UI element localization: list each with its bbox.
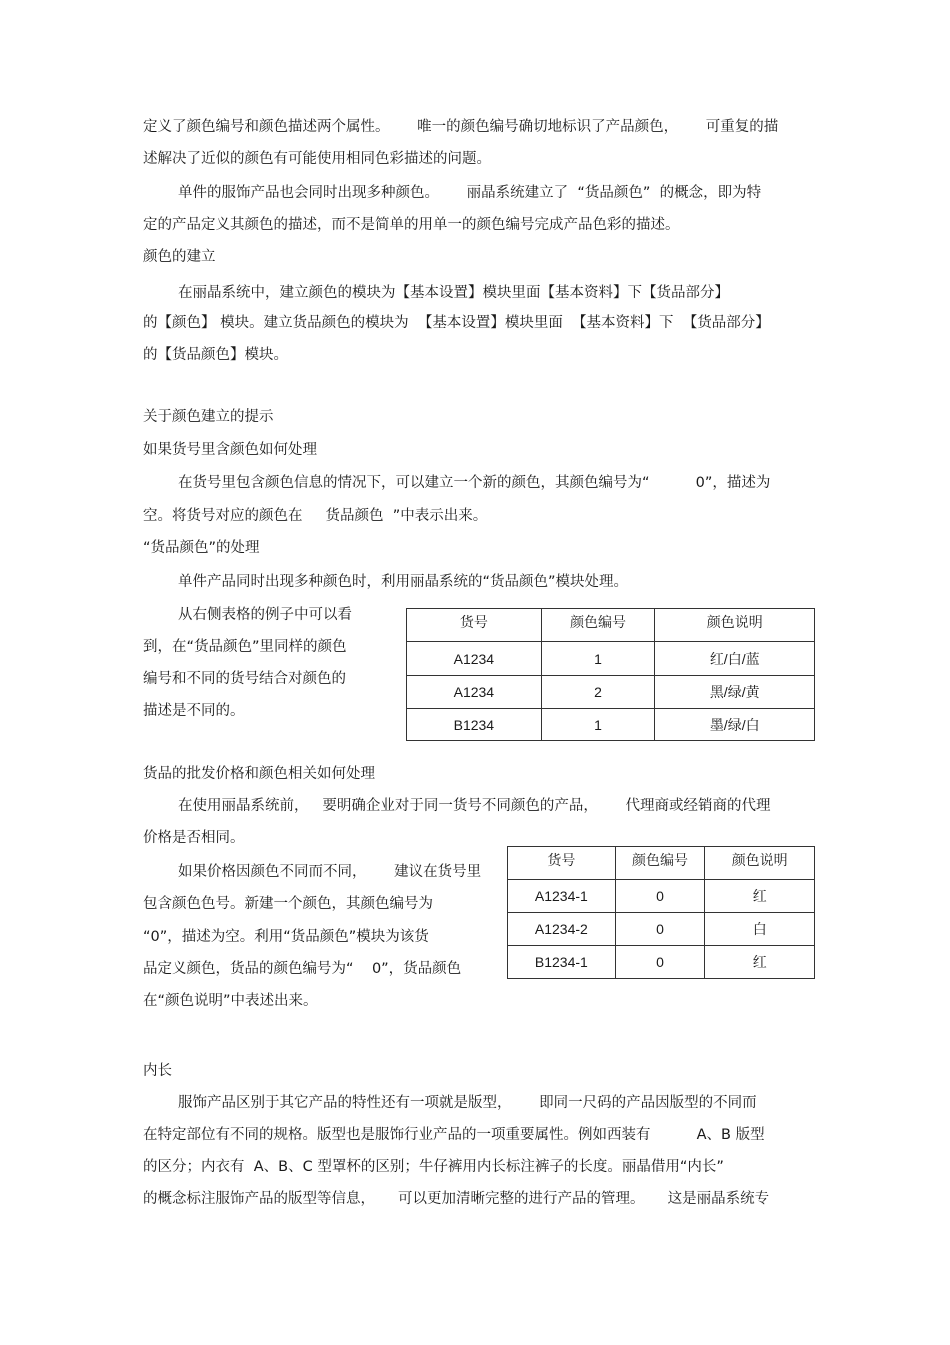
table-cell: 2 (541, 676, 655, 709)
color-example-table-1 (406, 608, 815, 741)
paragraph-line: 述解决了近似的颜色有可能使用相同色彩描述的问题。 (143, 151, 491, 167)
table-header-cell: 颜色说明 (655, 609, 815, 642)
paragraph-line: 包含颜色色号。新建一个颜色，其颜色编号为 (143, 896, 433, 912)
paragraph-line: 的【货品颜色】模块。 (143, 347, 288, 363)
paragraph-line: 空。将货号对应的颜色在 货品颜色 ”中表示出来。 (143, 508, 488, 524)
paragraph-line: 单件的服饰产品也会同时出现多种颜色。 丽晶系统建立了 “货品颜色” 的概念，即为特 (178, 185, 762, 201)
table-cell: 红/白/蓝 (655, 642, 815, 676)
paragraph-line: 在货号里包含颜色信息的情况下，可以建立一个新的颜色，其颜色编号为“ 0”，描述为 (178, 475, 771, 491)
paragraph-line: 在丽晶系统中，建立颜色的模块为【基本设置】模块里面【基本资料】下【货品部分】 (178, 285, 729, 301)
paragraph-line: 编号和不同的货号结合对颜色的 (143, 671, 346, 687)
table-row (508, 880, 815, 913)
section-heading: 内长 (143, 1063, 172, 1079)
table-cell: 红 (705, 946, 815, 979)
paragraph-line: 单件产品同时出现多种颜色时，利用丽晶系统的“货品颜色”模块处理。 (178, 574, 629, 590)
table-cell: B1234 (407, 709, 542, 741)
table-row (407, 642, 815, 676)
color-example-table-2 (507, 846, 815, 979)
table-row (508, 913, 815, 946)
table-cell: 0 (615, 913, 705, 946)
paragraph-line: 的区分；内衣有 A、B、C 型罩杯的区别；牛仔裤用内长标注裤子的长度。丽晶借用“内长” (143, 1159, 724, 1175)
table-header-cell: 货号 (508, 847, 616, 880)
table-cell: 0 (615, 946, 705, 979)
table-cell: 墨/绿/白 (655, 709, 815, 741)
section-heading: 如果货号里含颜色如何处理 (143, 442, 317, 458)
table-cell: 0 (615, 880, 705, 913)
paragraph-line: 从右侧表格的例子中可以看 (178, 607, 352, 623)
table-cell: 红 (705, 880, 815, 913)
table-cell: A1234-1 (508, 880, 616, 913)
section-heading: 货品的批发价格和颜色相关如何处理 (143, 766, 375, 782)
table-cell: A1234-2 (508, 913, 616, 946)
paragraph-line: 在“颜色说明”中表述出来。 (143, 993, 318, 1009)
table-header-cell: 颜色编号 (615, 847, 705, 880)
paragraph-line: “0”，描述为空。利用“货品颜色”模块为该货 (143, 929, 429, 945)
paragraph-line: 在使用丽晶系统前， 要明确企业对于同一货号不同颜色的产品， 代理商或经销商的代理 (178, 798, 771, 814)
table-header-cell: 颜色说明 (705, 847, 815, 880)
table-row (407, 709, 815, 741)
table-header-cell: 颜色编号 (541, 609, 655, 642)
paragraph-line: 到，在“货品颜色”里同样的颜色 (143, 639, 347, 655)
paragraph-line: 定义了颜色编号和颜色描述两个属性。 唯一的颜色编号确切地标识了产品颜色， 可重复的描 (143, 119, 779, 135)
section-heading: “货品颜色”的处理 (143, 540, 260, 556)
table-cell: 1 (541, 709, 655, 741)
paragraph-line: 品定义颜色，货品的颜色编号为“ 0”，货品颜色 (143, 961, 462, 977)
paragraph-line: 价格是否相同。 (143, 830, 245, 846)
table-header-cell: 货号 (407, 609, 542, 642)
table-cell: A1234 (407, 642, 542, 676)
table-cell: B1234-1 (508, 946, 616, 979)
table-row (508, 946, 815, 979)
table-cell: 黑/绿/黄 (655, 676, 815, 709)
paragraph-line: 描述是不同的。 (143, 703, 245, 719)
table-row (407, 676, 815, 709)
table-cell: 白 (705, 913, 815, 946)
paragraph-line: 定的产品定义其颜色的描述，而不是简单的用单一的颜色编号完成产品色彩的描述。 (143, 217, 680, 233)
section-heading: 关于颜色建立的提示 (143, 409, 274, 425)
paragraph-line: 如果价格因颜色不同而不同， 建议在货号里 (178, 864, 482, 880)
table-cell: A1234 (407, 676, 542, 709)
section-heading: 颜色的建立 (143, 249, 216, 265)
table-cell: 1 (541, 642, 655, 676)
paragraph-line: 在特定部位有不同的规格。版型也是服饰行业产品的一项重要属性。例如西装有 A、B 版型 (143, 1127, 765, 1143)
paragraph-line: 的【颜色】 模块。建立货品颜色的模块为 【基本设置】模块里面 【基本资料】下 【货品部分】 (143, 315, 770, 331)
paragraph-line: 服饰产品区别于其它产品的特性还有一项就是版型， 即同一尺码的产品因版型的不同而 (178, 1095, 757, 1111)
paragraph-line: 的概念标注服饰产品的版型等信息， 可以更加清晰完整的进行产品的管理。 这是丽晶系统专 (143, 1191, 770, 1207)
